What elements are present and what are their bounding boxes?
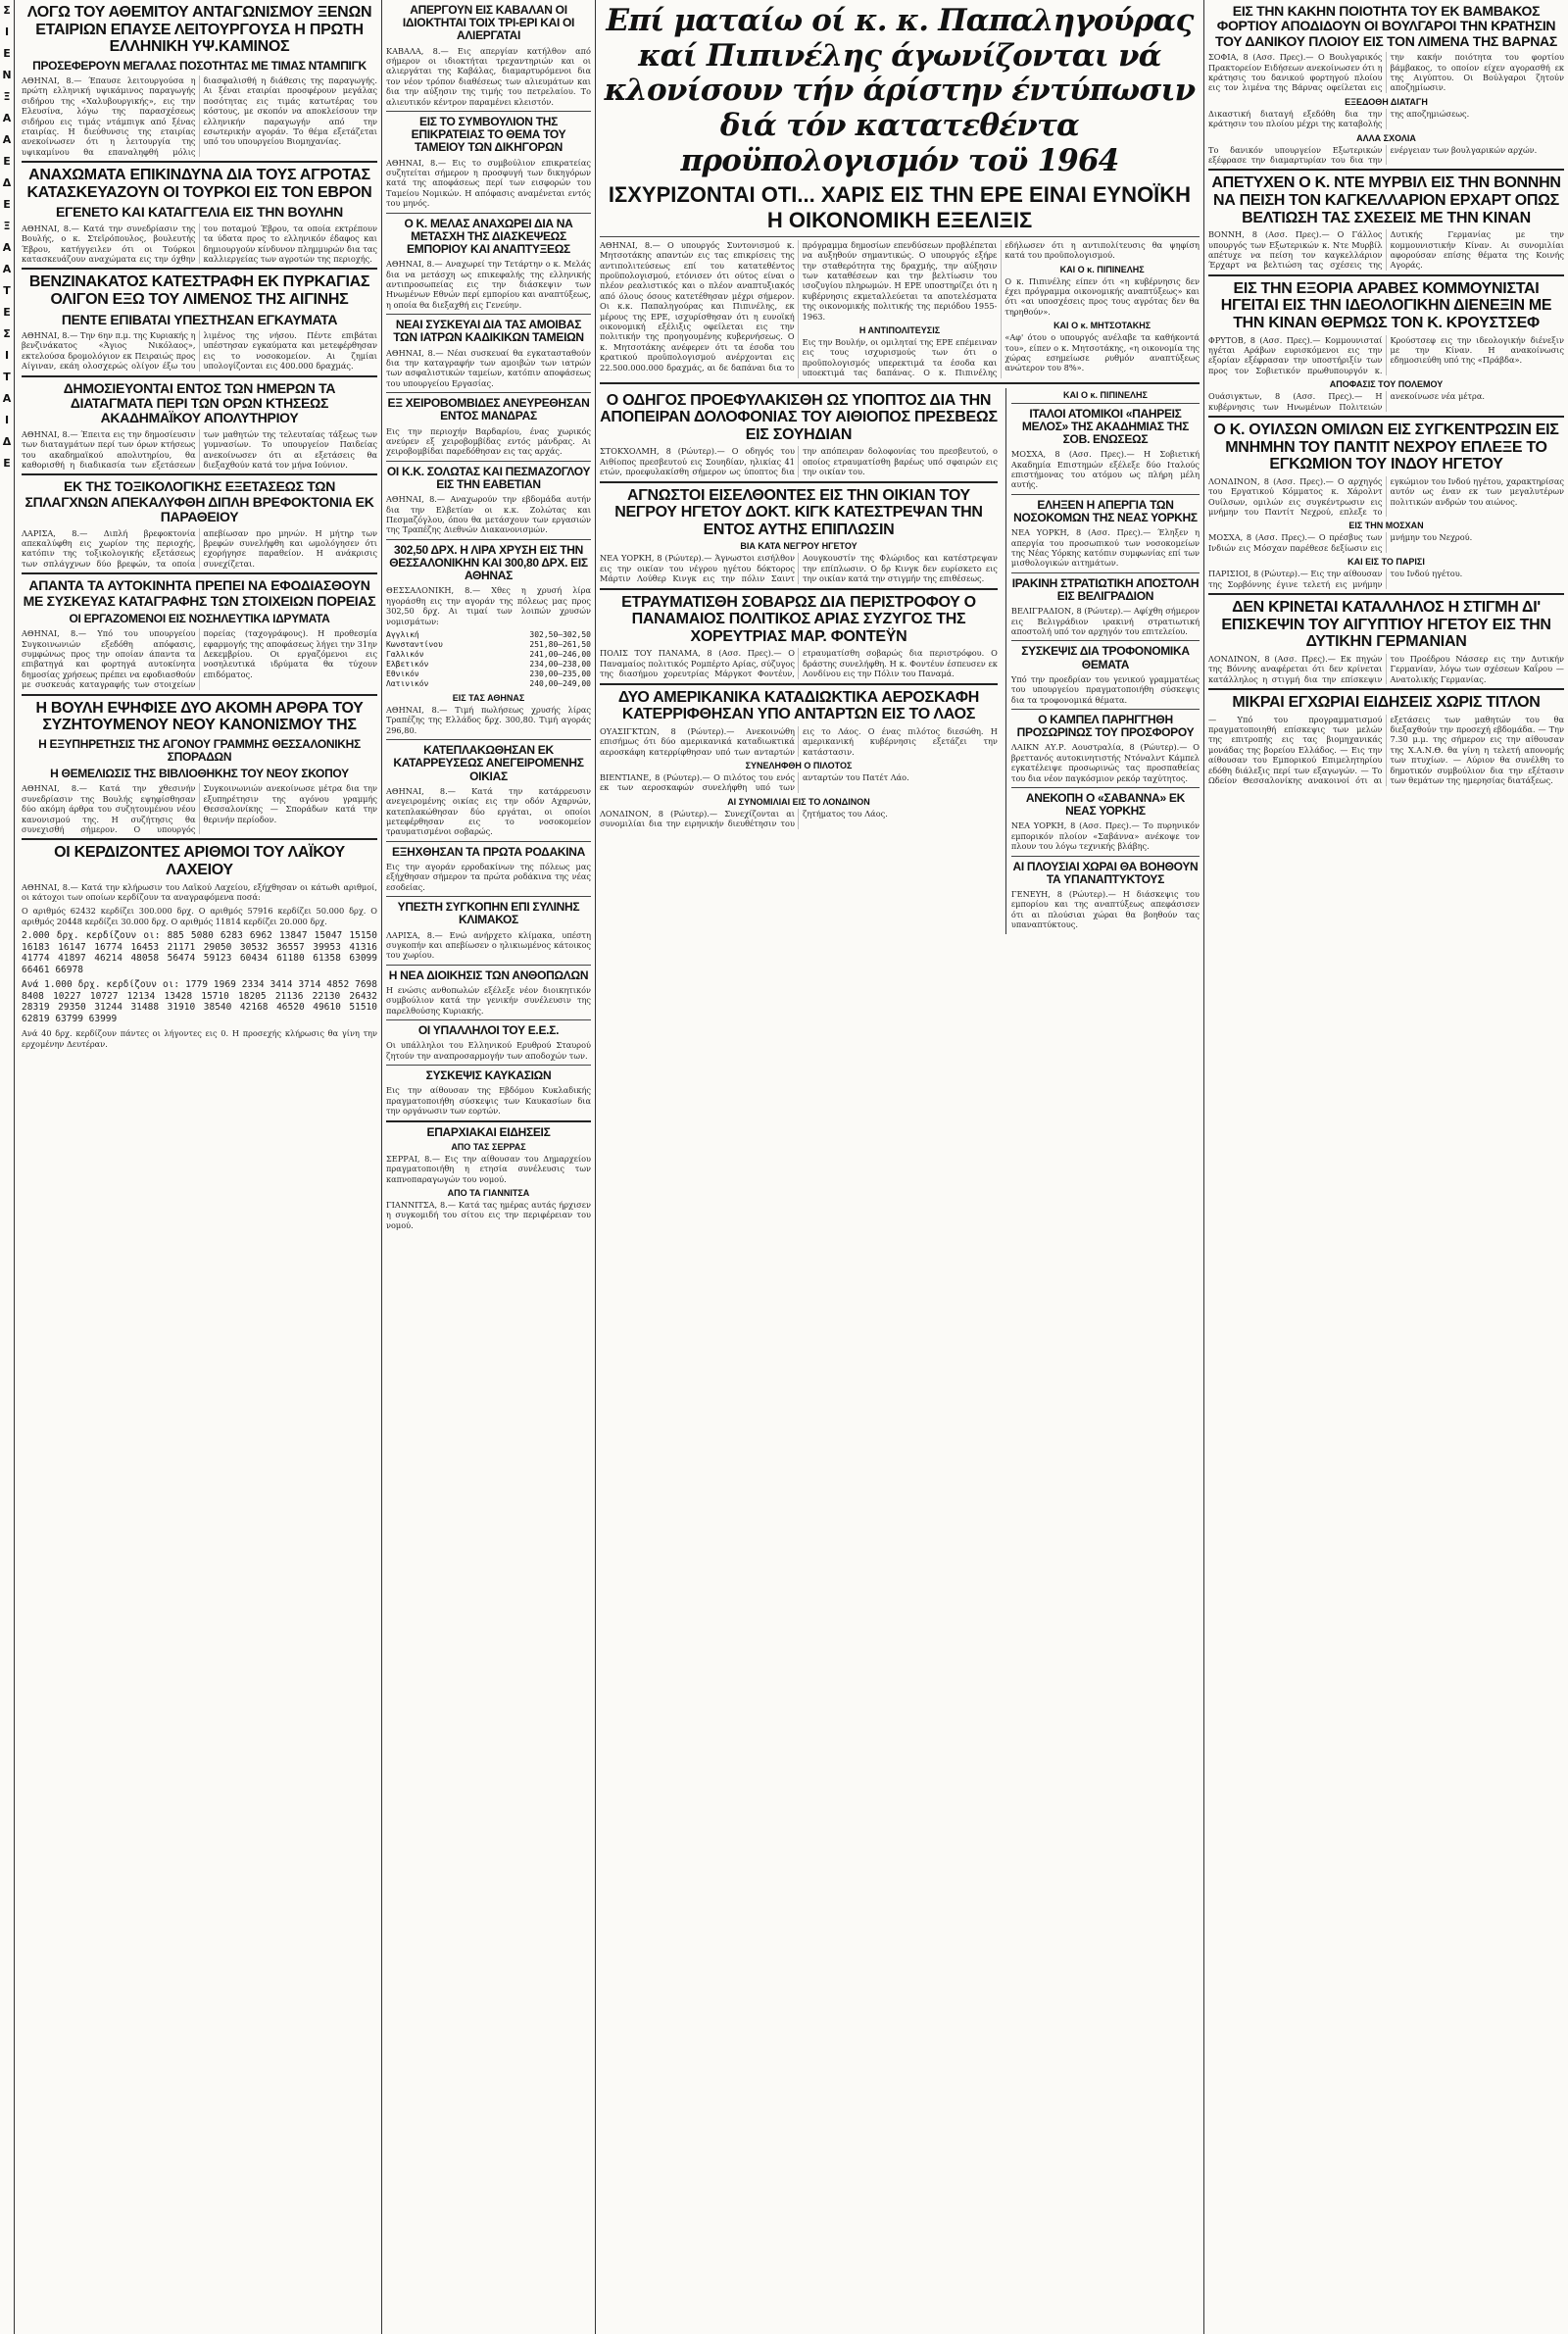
article-other-comments: Το δανικόν υπουργείον Εξωτερικών εξέφρασε την διαμαρτυρίαν του δια την ενέργειαν των βουλγαρικών αρχών. bbox=[1208, 144, 1538, 166]
price-row bbox=[386, 650, 591, 660]
article-pilot: ΒΙΕΝΤΙΑΝΕ, 8 (Ρώυτερ).— Ο πιλότος του ενός εκ των αεροσκαφών συνελήφθη υπό των ανταρτών του Πατέτ Λάο. bbox=[600, 772, 909, 793]
divider bbox=[22, 694, 377, 696]
article-caucasians: Εις την αίθουσαν της Εβδόμου Κυκλαδικής πραγματοποιήθη σύσκεψις των Καυκασίων δια την οργάνωσιν των εορτών. bbox=[386, 1085, 591, 1117]
headline-food-meeting: ΣΥΣΚΕΨΙΣ ΔΙΑ ΤΡΟΦΟΝΟΜΙΚΑ ΘΕΜΑΤΑ bbox=[1021, 644, 1190, 671]
divider bbox=[600, 382, 1200, 384]
edge-letter: Δ bbox=[2, 435, 12, 448]
article-order: Δικαστική διαταγή εξεδόθη δια την κράτησιν του πλοίου μέχρι της καταβολής της αποζημιώσεως. bbox=[1208, 108, 1470, 129]
section-order: ΕΞΕΔΟΘΗ ΔΙΑΤΑΓΗ bbox=[1345, 96, 1428, 107]
headline-evros: ΑΝΑΧΩΜΑΤΑ ΕΠΙΚΙΝΔΥΝΑ ΔΙΑ ΤΟΥΣ ΑΓΡΟΤΑΣ ΚΑΤΑΣΚΕΥΑΖΟΥΝ ΟΙ ΤΟΥΡΚΟΙ ΕΙΣ ΤΟΝ ΕΒΡΟΝ bbox=[26, 167, 372, 201]
edge-letter: Ι bbox=[4, 414, 10, 426]
headline-italian-physicists: ΙΤΑΛΟΙ ΑΤΟΜΙΚΟΙ «ΠΑΗΡΕΙΣ ΜΕΛΟΣ» ΤΗΣ ΑΚΑΔΗΜΙΑΣ ΤΗΣ ΣΟΒ. ΕΝΩΣΕΩΣ bbox=[1021, 406, 1190, 447]
headline-zolotas: ΟΙ Κ.Κ. ΣΟΛΩΤΑΣ ΚΑΙ ΠΕΣΜΑΖΟΓΛΟΥ ΕΙΣ ΤΗΝ ΕΑΒΕΤΙΑΝ bbox=[386, 464, 591, 491]
edge-letter: Α bbox=[2, 263, 12, 275]
divider bbox=[1208, 593, 1564, 595]
article-aegina: ΑΘΗΝΑΙ, 8.— Την 6ην π.μ. της Κυριακής η βενζινάκατος «Άγιος Νικόλαος», εκτελούσα δρομολόγιον εκ Πειραιώς προς Αίγιναν, εκάη ολοσχερώς ολίγον έξω του λιμένος της νήσου. Πέντε επιβάται υπέστησαν εγκαύματα και μετεφέρθησαν εις το νοσοκομείον. Αι ζημίαι υπολογίζονται εις 400.000 δραχμάς. bbox=[22, 330, 377, 372]
divider bbox=[386, 1120, 591, 1122]
article-furnace: ΑΘΗΝΑΙ, 8.— Έπαυσε λειτουργούσα η πρώτη ελληνική υψικάμινος παραγωγής σιδήρου της «Χαλυβουργικής», εις την Ελευσίνα, λόγω της παρασχέσεως σιδήρου εις τιμάς ντάμπιγκ από ξένας εταιρίας. Η διεύθυνσις της εταιρίας ανεκοίνωσεν ότι η λειτουργία της υψικαμίνου θα επαναληφθή μόλις διασφαλισθή η διάθεσις της παραγωγής. Αι ξέναι εταιρίαι προσφέρουν μεγάλας ποσότητας εις τιμάς κατωτέρας του κόστους, με σκοπόν να αποκλείσουν την ελληνικήν παραγωγήν από την εσωτερικήν αγοράν. Το θέμα εξετάζεται υπό του υπουργείου Βιομηχανίας. bbox=[22, 74, 377, 157]
article-doctors-fees: ΑΘΗΝΑΙ, 8.— Νέαι συσκευαί θα εγκατασταθούν δια την καταγραφήν των αμοιβών των ιατρών των ασφαλιστικών ταμείων, κατόπιν αποφάσεως του υπουργείου Εργασίας. bbox=[386, 347, 591, 388]
column-3-main bbox=[596, 0, 1203, 2334]
edge-letter: Τ bbox=[3, 284, 11, 297]
article-evros: ΑΘΗΝΑΙ, 8.— Κατά την συνεδρίασιν της Βουλής, ο κ. Στεϊρόπουλος, βουλευτής Έβρου, κατήγγειλεν ότι οι Τούρκοι κατασκευάζουν αναχώματα εις την όχθην του ποταμού Έβρου, τα οποία εκτρέπουν τα ύδατα προς το ελληνικόν έδαφος και δημιουργούν κίνδυνον πλημμυρών δια τας καλλιεργείας των αγροτών της περιοχής. bbox=[22, 223, 377, 265]
edge-letter: Σ bbox=[3, 4, 11, 17]
headline-savannah: ΑΝΕΚΟΠΗ Ο «ΣΑΒΑΝΝΑ» ΕΚ ΝΕΑΣ ΥΟΡΚΗΣ bbox=[1025, 791, 1185, 819]
divider bbox=[386, 392, 591, 393]
price-row bbox=[386, 630, 591, 640]
edge-letter: Ι bbox=[4, 25, 10, 38]
price-row bbox=[386, 640, 591, 650]
headline-iraqi-mission: ΙΡΑΚΙΝΗ ΣΤΡΑΤΙΩΤΙΚΗ ΑΠΟΣΤΟΛΗ ΕΙΣ ΒΕΛΙΓΡΑΔΙΟΝ bbox=[1011, 575, 1200, 604]
world-news-right bbox=[1005, 388, 1200, 934]
subhead-evros: ΕΓΕΝΕΤΟ ΚΑΙ ΚΑΤΑΓΓΕΛΙΑ ΕΙΣ ΤΗΝ ΒΟΥΛΗΝ bbox=[55, 204, 343, 221]
divider bbox=[600, 683, 998, 685]
article-iraqi-mission: ΒΕΛΙΓΡΑΔΙΟΝ, 8 (Ρώυτερ).— Αφίχθη σήμερον εις Βελιγράδιον ιρακινή στρατιωτική αποστολή υπό τον αρχηγόν του επιτελείου. bbox=[1010, 606, 1200, 637]
coin-name: Γαλλικόν bbox=[386, 649, 424, 659]
divider bbox=[22, 572, 377, 574]
edge-letter: Ν bbox=[2, 69, 12, 81]
article-council-state: ΑΘΗΝΑΙ, 8.— Εις το συμβούλιον επικρατείας συζητείται σήμερον η προσφυγή των δικηγόρων κατά της αποφάσεως περί των εισφορών του Ταμείου Νομικών. Η απόφασις αναμένεται εντός του μηνός. bbox=[386, 157, 591, 209]
section-opposition: Η ΑΝΤΙΠΟΛΙΤΕΥΣΙΣ bbox=[858, 325, 941, 336]
article-london-talks: ΛΟΝΔΙΝΟΝ, 8 (Ρώυτερ).— Συνεχίζονται αι συνομιλίαι δια την ειρηνικήν διευθέτησιν του ζητήματος του Λάος. bbox=[600, 808, 888, 829]
article-pipinelis: Ο κ. Πιπινέλης είπεν ότι «η κυβέρνησις δεν έχει πρόγραμμα οικονομικής αναπτύξεως» και ότι «αι υποσχέσεις προς τους αγρότας δεν θα τηρηθούν». bbox=[1004, 275, 1200, 317]
section-serres: ΑΠΟ ΤΑΣ ΣΕΡΡΑΣ bbox=[451, 1141, 526, 1152]
article-diploma: ΑΘΗΝΑΙ, 8.— Έπειτα εις την δημοσίευσιν των διαταγμάτων περί των όρων κτήσεως του ακαδημαϊκού απολυτηρίου, θα καθορισθή η διαδικασία των εξετάσεων των μαθητών της τελευταίας τάξεως των γυμνασίων. Το υπουργείον Παιδείας ανεκοίνωσεν ότι αι εξετάσεις θα διεξαχθούν κατά τον μήνα Ιούνιον. bbox=[22, 428, 377, 471]
article-king-house: ΝΕΑ ΥΟΡΚΗ, 8 (Ρώυτερ).— Άγνωστοι εισήλθον εις την οικίαν του νέγρου ηγέτου δόκτορος Μάρτιν Λούθερ Κινγκ εις την πόλιν Σαιντ Αουγκουστίν της Φλώριδος και κατέστρεψαν την επίπλωσιν. Ο δρ Κινγκ δεν ευρίσκετο εις την οικίαν κατά την στιγμήν της επιθέσεως. bbox=[600, 553, 998, 584]
divider bbox=[1208, 416, 1564, 418]
column-2 bbox=[382, 0, 596, 2334]
article-arab-communists: ΦΡΥΤΟΒ, 8 (Ασσ. Πρες).— Κομμουνισταί ηγέται Αράβων ευρισκόμενοι εις την εξορίαν εξέφρασαν την υποστήριξίν των προς τον Σοβιετικόν πρωθυπουργόν κ. Κρούστσεφ εις την ιδεολογικήν διένεξιν με την Κίναν. Η ανακοίνωσις εδημοσιεύθη υπό της «Πράβδα». bbox=[1208, 334, 1564, 375]
headline-kavala-strike: ΑΠΕΡΓΟΥΝ ΕΙΣ ΚΑΒΑΛΑΝ ΟΙ ΙΔΙΟΚΤΗΤΑΙ ΤΟΙΧ ΤΡΙ-ΕΡΙ ΚΑΙ ΟΙ ΑΛΙΕΡΓΑΤΑΙ bbox=[402, 3, 575, 43]
article-lottery-intro: ΑΘΗΝΑΙ, 8.— Κατά την κλήρωσιν του Λαϊκού Λαχείου, εξήχθησαν οι κάτωθι αριθμοί, οι κάτοχοι των οποίων κερδίζουν τα αναγραφόμενα ποσά: bbox=[22, 881, 377, 902]
article-opposition: Εις την Βουλήν, οι ομιληταί της ΕΡΕ επέμειναν εις τους ισχυρισμούς των ότι ο προϋπολογισμός υπερεκτιμά τα έσοδα και υποεκτιμά τας δαπάνας. Ο κ. Πιπινέλης εδήλωσεν ότι η αντιπολίτευσις θα ψηφίση κατά του προϋπολογισμού. bbox=[802, 239, 1200, 378]
article-syncope: ΛΑΡΙΣΑ, 8.— Ενώ ανήρχετο κλίμακα, υπέστη συγκοπήν και απεβίωσεν ο ηλικιωμένος κάτοικος του χωρίου. bbox=[386, 929, 591, 961]
headline-parliament: Η ΒΟΥΛΗ ΕΨΗΦΙΣΕ ΔΥΟ ΑΚΟΜΗ ΑΡΘΡΑ ΤΟΥ ΣΥΖΗΤΟΥΜΕΝΟΥ ΝΕΟΥ ΚΑΝΟΝΙΣΜΟΥ ΤΗΣ bbox=[35, 699, 364, 734]
section-paris: ΚΑΙ ΕΙΣ ΤΟ ΠΑΡΙΣΙ bbox=[1348, 557, 1425, 568]
price-row bbox=[386, 679, 591, 689]
headline-doctors-fees: ΝΕΑΙ ΣΥΣΚΕΥΑΙ ΔΙΑ ΤΑΣ ΑΜΟΙΒΑΣ ΤΩΝ ΙΑΤΡΩΝ ΚΑΔΙΚΙΚΩΝ ΤΑΜΕΙΩΝ bbox=[393, 318, 584, 345]
divider bbox=[22, 268, 377, 270]
article-melas: ΑΘΗΝΑΙ, 8.— Αναχωρεί την Τετάρτην ο κ. Μελάς δια να μετάσχη ως επικεφαλής της ελληνικής αντιπροσωπείας εις την διάσκεψιν των Ηνωμένων Εθνών περί εμπορίου και αναπτύξεως, η οποία θα διεξαχθή εις Γενεύην. bbox=[386, 259, 591, 310]
edge-letter: Τ bbox=[3, 371, 11, 383]
article-peaches: Εις την αγοράν ερροδακίνων της πόλεως μας εξήχθησαν σήμερον τα πρώτα ροδάκινα της νέας εσοδείας. bbox=[386, 861, 591, 892]
edge-letter: Ε bbox=[3, 47, 11, 60]
lottery-numbers-1000: Ανά 1.000 δρχ. κερδίζουν οι: 1779 1969 2334 3414 3714 4852 7698 8408 10227 10727 12134 13428 15710 18205 21136 22130 26432 28319 29350 31244 31488 31910 38540 42168 46520 49610 51510 62819 63799 63999 bbox=[22, 979, 377, 1024]
headline-king-house: ΑΓΝΩΣΤΟΙ ΕΙΣΕΛΘΟΝΤΕΣ ΕΙΣ ΤΗΝ ΟΙΚΙΑΝ ΤΟΥ ΝΕΓΡΟΥ ΗΓΕΤΟΥ ΔΟΚΤ. ΚΙΓΚ ΚΑΤΕΣΤΡΕΨΑΝ ΤΗΝ ΕΝΤΟΣ ΑΥΤΗΣ ΕΠΙΠΛΩΣΙΝ bbox=[614, 486, 983, 538]
gold-price-list bbox=[386, 630, 591, 689]
article-rich-countries: ΓΕΝΕΥΗ, 8 (Ρώυτερ).— Η διάσκεψις του εμπορίου και της αναπτύξεως απεφάσισεν ότι αι πλούσιαι χώραι θα βοηθούν τας υπαναπτύκτους. bbox=[1010, 889, 1200, 930]
divider bbox=[1011, 787, 1200, 788]
divider bbox=[386, 1019, 591, 1020]
article-nasser-visit: ΛΟΝΔΙΝΟΝ, 8 (Ασσ. Πρες).— Εκ πηγών της Βόννης αναφέρεται ότι δεν κρίνεται κατάλληλος η στιγμή δια την επίσκεψιν του Προέδρου Νάσσερ εις την Δυτικήν Γερμανίαν, λόγω των σχέσεων Καΐρου — Ανατολικής Γερμανίας. bbox=[1208, 653, 1564, 684]
divider bbox=[386, 213, 591, 214]
lottery-note: Ανά 40 δρχ. κερδίζουν πάντες οι λήγοντες εις 0. Η προσεχής κλήρωσις θα γίνη την ερχομένην Δευτέραν. bbox=[22, 1028, 377, 1049]
headline-syncope: ΥΠΕΣΤΗ ΣΥΓΚΟΠΗΝ ΕΠΙ ΣΥΛΙΝΗΣ ΚΛΙΜΑΚΟΣ bbox=[397, 900, 580, 927]
coin-name: Ελβετικόν bbox=[386, 659, 429, 669]
article-giannitsa: ΓΙΑΝΝΙΤΣΑ, 8.— Κατά τας ημέρας αυτάς ήρχισεν η συγκομιδή του σίτου εις την περιφέρειαν του νομού. bbox=[386, 1200, 591, 1230]
section-athens: ΕΙΣ ΤΑΣ ΑΘΗΝΑΣ bbox=[452, 692, 525, 703]
article-arias: ΠΟΛΙΣ ΤΟΥ ΠΑΝΑΜΑ, 8 (Ασσ. Πρες).— Ο Παναμαίος πολιτικός Ρομπέρτο Αρίας, σύζυγος της διασήμου χορευτρίας Μάργκοτ Φοντέυν, ετραυματίσθη σοβαρώς δια περιστρόφου. Ο δράστης συνελήφθη. Η κ. Φοντέυν έσπευσεν εκ Λονδίνου εις την Πόλιν του Παναμά. bbox=[600, 648, 998, 679]
lead-article-text: ΑΘΗΝΑΙ, 8.— Ο υπουργός Συντονισμού κ. Μητσοτάκης απαντών εις τας επικρίσεις της αντιπολιτεύσεως επί του κατατεθέντος προϋπολογισμού, ετόνισεν ότι ούτος είναι ο πλέον ρεαλιστικός και ο πλέον αναπτυξιακός από όλους όσους κατετέθησαν μέχρι σήμερον. Οι κ.κ. Παπαληγούρας και Πιπινέλης, εκ μέρους της ΕΡΕ, ισχυρίσθησαν ότι η ευνοϊκή οικονομική εξέλιξις οφείλεται εις την πολιτικήν της προηγουμένης κυβερνήσεως. Ο κ. Μητσοτάκης ανέφερεν ότι τα έσοδα του κρατικού προϋπολογισμού ανέρχονται εις 22.500.000.000 δραχμάς, αι δε δαπάναι δια το πρόγραμμα δημοσίων επενδύσεων προβλέπεται να αυξηθούν σημαντικώς. Ο υπουργός εξήρε την σταθερότητα της δραχμής, την αύξησιν των καταθέσεων και την βελτίωσιν του ισοζυγίου πληρωμών. Η ΕΡΕ υποστηρίζει ότι η κυβέρνησις εκμεταλλεύεται τα αποτελέσματα της οικονομικής πολιτικής της περιόδου 1955-1963. bbox=[600, 239, 998, 372]
article-de-murville: ΒΟΝΝΗ, 8 (Ασσ. Πρες).— Ο Γάλλος υπουργός των Εξωτερικών κ. Ντε Μυρβίλ απέτυχε να πείση τον καγκελλάριον Έρχαρτ να βελτιώση τας σχέσεις της Δυτικής Γερμανίας με την κομμουνιστικήν Κίναν. Αι συνομιλίαι αφορούσαν επίσης θέματα της Κοινής Αγοράς. bbox=[1208, 229, 1564, 271]
divider bbox=[386, 539, 591, 540]
section-pipinelis-2: ΚΑΙ Ο κ. ΠΙΠΙΝΕΛΗΣ bbox=[1062, 389, 1148, 400]
divider bbox=[600, 236, 1200, 237]
headline-campbell: Ο ΚΑΜΠΕΛ ΠΑΡΗΓΓΗΘΗ ΠΡΟΣΩΡΙΝΩΣ ΤΟΥ ΠΡΟΣΦΟΡΟΥ bbox=[1016, 713, 1195, 740]
divider bbox=[1208, 688, 1564, 690]
headline-provincial: ΕΠΑΡΧΙΑΚΑΙ ΕΙΔΗΣΕΙΣ bbox=[426, 1124, 551, 1139]
price-row bbox=[386, 670, 591, 679]
subhead-library: Η ΘΕΜΕΛΙΩΣΙΣ ΤΗΣ ΒΙΒΛΙΟΘΗΚΗΣ ΤΟΥ ΝΕΟΥ ΣΚΟΠΟΥ bbox=[50, 767, 349, 781]
divider bbox=[1208, 274, 1564, 276]
edge-letter: Ξ bbox=[3, 220, 11, 232]
article-kavala-strike: ΚΑΒΑΛΑ, 8.— Εις απεργίαν κατήλθον από σήμερον οι ιδιοκτήται τρεχαντηριών και οι αλιεργάται της Καβάλας, διαμαρτυρόμενοι δια τον νέον τρόπον διαθέσεως των αλιευμάτων και δια την αύξησιν της τιμής του πετρελαίου. Το αλιευτικόν κέντρον παραμένει κλειστόν. bbox=[386, 45, 591, 107]
headline-council-state: ΕΙΣ ΤΟ ΣΥΜΒΟΥΛΙΟΝ ΤΗΣ ΕΠΙΚΡΑΤΕΙΑΣ ΤΟ ΘΕΜΑ ΤΟΥ ΤΑΜΕΙΟΥ ΤΩΝ ΔΙΚΗΓΟΡΩΝ bbox=[411, 115, 566, 155]
headline-florists: Η ΝΕΑ ΔΙΟΙΚΗΣΙΣ ΤΩΝ ΑΝΘΟΠΩΛΩΝ bbox=[388, 968, 589, 982]
edge-letter: Ε bbox=[3, 155, 11, 168]
article-campbell: ΛΑΙΚΝ ΑΥ.Ρ. Αουστραλία, 8 (Ρώυτερ).— Ο βρεττανός αυτοκινητιστής Ντόναλντ Κάμπελ εγκατέλειψε προσωρινώς τας προσπαθείας του δια νέον παγκόσμιον ρεκόρ ταχύτητος. bbox=[1010, 742, 1200, 783]
headline-arab-communists: ΕΙΣ ΤΗΝ ΕΞΟΡΙΑ ΑΡΑΒΕΣ ΚΟΜΜΟΥΝΙΣΤΑΙ ΗΓΕΙΤΑΙ ΕΙΣ ΤΗΝ ΙΔΕΟΛΟΓΙΚΗΝ ΔΙΕΝΕΞΙΝ ΜΕ ΤΗΝ ΚΙΝΑΝ ΘΕΡΜΩΣ ΤΟΝ Κ. ΚΡΟΥΣΤΣΕΦ bbox=[1220, 279, 1552, 332]
edge-letter: Σ bbox=[3, 327, 11, 340]
divider bbox=[386, 1065, 591, 1066]
divider bbox=[386, 314, 591, 315]
lead-article-body bbox=[600, 240, 1200, 378]
edge-letter: Ε bbox=[3, 457, 11, 470]
coin-price: 234,00—238,00 bbox=[529, 659, 591, 669]
headline-aegina: ΒΕΝΖΙΝΑΚΑΤΟΣ ΚΑΤΕΣΤΡΑΦΗ ΕΚ ΠΥΡΚΑΓΙΑΣ ΟΛΙΓΟΝ ΕΞΩ ΤΟΥ ΛΙΜΕΝΟΣ ΤΗΣ ΑΙΓΙΝΗΣ bbox=[28, 273, 370, 309]
section-pilot: ΣΥΝΕΛΗΦΘΗ Ο ΠΙΛΟΤΟΣ bbox=[745, 761, 853, 771]
article-moscow: ΜΟΣΧΑ, 8 (Ασσ. Πρες).— Ο πρέσβυς των Ινδιών εις Μόσχαν παρέθεσε δεξίωσιν εις μνήμην του Νεχρού. bbox=[1208, 532, 1473, 553]
lead-headline: Επί ματαίω οί κ. κ. Παπαληγούρας καί Πιπινέλης άγωνίζονται νά κλονίσουν τήν άρίστην έντύπωσιν διά τόν κατατεθέντα προϋπολογισμόν τοϋ 1964 bbox=[604, 3, 1196, 178]
edge-letter: Ι bbox=[4, 349, 10, 362]
coin-price: 240,00—249,00 bbox=[529, 678, 591, 688]
divider bbox=[1011, 709, 1200, 710]
article-collapse: ΑΘΗΝΑΙ, 8.— Κατά την κατάρρευσιν ανεγειρομένης οικίας εις την οδόν Αχαρνών, κατεπλακώθησαν δύο εργάται, οι οποίοι μετεφέρθησαν εις το νοσοκομείον τραυματισμένοι σοβαρώς. bbox=[386, 785, 591, 837]
edge-letter: Δ bbox=[2, 176, 12, 189]
headline-collapse: ΚΑΤΕΠΛΑΚΩΘΗΣΑΝ ΕΚ ΚΑΤΑΡΡΕΥΣΕΩΣ ΑΝΕΓΕΙΡΟΜΕΝΗΣ ΟΙΚΙΑΣ bbox=[393, 743, 584, 783]
article-laos-aircraft: ΟΥΑΣΙΓΚΤΩΝ, 8 (Ρώυτερ).— Ανεκοινώθη επισήμως ότι δύο αμερικανικά καταδιωκτικά αεροσκάφη κατερρίφθησαν υπό των ανταρτών εις το Λάος. Ο ένας πιλότος διεσώθη. Η αμερικανική κυβέρνησις εξετάζει την κατάστασιν. bbox=[600, 725, 998, 757]
article-gold-sovereign: ΘΕΣΣΑΛΟΝΙΚΗ, 8.— Χθες η χρυσή λίρα ηγοράσθη εις την αγοράν της πόλεως μας προς 302,50 δρχ. Αι τιμαί των λοιπών χρυσών νομισμάτων: bbox=[386, 585, 591, 626]
headline-bulgaria-ship: ΕΙΣ ΤΗΝ ΚΑΚΗΝ ΠΟΙΟΤΗΤΑ ΤΟΥ ΕΚ ΒΑΜΒΑΚΟΣ ΦΟΡΤΙΟΥ ΑΠΟΔΙΔΟΥΝ ΟΙ ΒΟΥΛΓΑΡΟΙ ΤΗΝ ΚΡΑΤΗΣΙΝ ΤΟΥ ΔΑΝΙΚΟΥ ΠΛΟΙΟΥ ΕΙΣ ΤΟΝ ΛΙΜΕΝΑ ΤΗΣ ΒΑΡΝΑΣ bbox=[1215, 3, 1557, 49]
subhead-aegina: ΠΕΝΤΕ ΕΠΙΒΑΤΑΙ ΥΠΕΣΤΗΣΑΝ ΕΓΚΑΥΜΑΤΑ bbox=[61, 311, 338, 327]
divider bbox=[386, 111, 591, 112]
headline-gold-sovereign: 302,50 ΔΡΧ. Η ΛΙΡΑ ΧΡΥΣΗ ΕΙΣ ΤΗΝ ΘΕΣΣΑΛΟΝΙΚΗΝ ΚΑΙ 300,80 ΔΡΧ. ΕΙΣ ΑΘΗΝΑΣ bbox=[389, 542, 588, 583]
section-london-talks: ΑΙ ΣΥΝΟΜΙΛΙΑΙ ΕΙΣ ΤΟ ΛΟΝΔΙΝΟΝ bbox=[727, 796, 870, 807]
article-wilson-nehru: ΛΟΝΔΙΝΟΝ, 8 (Ασσ. Πρες).— Ο αρχηγός του Εργατικού Κόμματος κ. Χάρολντ Ουίλσων, ομιλών εις συγκέντρωσιν εις μνήμην του Παντίτ Νεχρού, επλεξε το εγκώμιον του Ινδού ηγέτου, χαρακτηρίσας αυτόν ως έναν εκ των μεγαλυτέρων πολιτικών ανδρών του αιώνος. bbox=[1208, 475, 1564, 518]
headline-tachograph: ΑΠΑΝΤΑ ΤΑ ΑΥΤΟΚΙΝΗΤΑ ΠΡΕΠΕΙ ΝΑ ΕΦΟΔΙΑΣΘΟΥΝ ΜΕ ΣΥΣΚΕΥΑΣ ΚΑΤΑΓΡΑΦΗΣ ΤΩΝ ΣΤΟΙΧΕΙΩΝ ΠΟΡΕΙΑΣ bbox=[23, 577, 376, 609]
lead-subheadline: ΙΣΧΥΡΙΖΟΝΤΑΙ ΟΤΙ... ΧΑΡΙΣ ΕΙΣ ΤΗΝ ΕΡΕ ΕΙΝΑΙ ΕΥΝΟΪΚΗ Η ΟΙΚΟΝΟΜΙΚΗ ΕΞΕΛΙΞΙΣ bbox=[608, 182, 1192, 232]
article-italian-physicists: ΜΟΣΧΑ, 8 (Ασσ. Πρες).— Η Σοβιετική Ακαδημία Επιστημών εξέλεξε δύο Ιταλούς επιστήμονας του ατόμου ως πλήρη μέλη αυτής. bbox=[1010, 449, 1200, 490]
headline-wilson-nehru: Ο Κ. ΟΥΙΛΣΩΝ ΟΜΙΛΩΝ ΕΙΣ ΣΥΓΚΕΝΤΡΩΣΙΝ ΕΙΣ ΜΝΗΜΗΝ ΤΟΥ ΠΑΝΤΙΤ ΝΕΧΡΟΥ ΕΠΛΕΞΕ ΤΟ ΕΓΚΩΜΙΟΝ ΤΟΥ ΙΝΔΟΥ ΗΓΕΤΟΥ bbox=[1213, 422, 1559, 473]
headline-nasser-visit: ΔΕΝ ΚΡΙΝΕΤΑΙ ΚΑΤΑΛΛΗΛΟΣ Η ΣΤΙΓΜΗ ΔΙ' ΕΠΙΣΚΕΨΙΝ ΤΟΥ ΑΙΓΥΠΤΙΟΥ ΗΓΕΤΟΥ ΕΙΣ ΤΗΝ ΔΥΤΙΚΗΝ ΓΕΡΜΑΝΙΑΝ bbox=[1221, 599, 1551, 651]
divider bbox=[22, 838, 377, 840]
divider bbox=[600, 588, 998, 590]
edge-letter: Α bbox=[2, 112, 12, 124]
headline-grenades: ΕΞ ΧΕΙΡΟΒΟΜΒΙΔΕΣ ΑΝΕΥΡΕΘΗΣΑΝ ΕΝΤΟΣ ΜΑΝΔΡΑΣ bbox=[387, 396, 590, 423]
headline-diploma: ΔΗΜΟΣΙΕΥΟΝΤΑΙ ΕΝΤΟΣ ΤΩΝ ΗΜΕΡΩΝ ΤΑ ΔΙΑΤΑΓΜΑΤΑ ΠΕΡΙ ΤΩΝ ΟΡΩΝ ΚΤΗΣΕΩΣ ΑΚΑΔΗΜΑΪΚΟΥ ΑΠΟΛΥΤΗΡΙΟΥ bbox=[63, 379, 336, 426]
headline-infanticide: ΕΚ ΤΗΣ ΤΟΞΙΚΟΛΟΓΙΚΗΣ ΕΞΕΤΑΣΕΩΣ ΤΩΝ ΣΠΛΑΓΧΝΩΝ ΑΠΕΚΑΛΥΦΘΗ ΔΙΠΛΗ ΒΡΕΦΟΚΤΟΝΙΑ ΕΚ ΠΑΡΑΘΕΙΟΥ bbox=[24, 478, 374, 525]
world-news-left bbox=[600, 388, 998, 934]
column-1 bbox=[18, 0, 382, 2334]
article-mitsotakis: «Αφ' ότου ο υπουργός ανέλαβε τα καθήκοντά του», είπεν ο κ. Μητσοτάκης, «η οικονομία της χώρας εσημείωσε ρυθμόν αναπτύξεως ανώτερον του 8%». bbox=[1004, 332, 1200, 373]
article-food-meeting: Υπό την προεδρίαν του γενικού γραμματέως του υπουργείου πραγματοποιήθη σύσκεψις δια τα τροφονομικά θέματα. bbox=[1010, 673, 1200, 705]
column-4 bbox=[1203, 0, 1568, 2334]
headline-nurses-strike: ΕΛΗΞΕΝ Η ΑΠΕΡΓΙΑ ΤΩΝ ΝΟΣΟΚΟΜΩΝ ΤΗΣ ΝΕΑΣ ΥΟΡΚΗΣ bbox=[1013, 497, 1198, 525]
headline-sweden-ambassador: Ο ΟΔΗΓΟΣ ΠΡΟΕΦΥΛΑΚΙΣΘΗ ΩΣ ΥΠΟΠΤΟΣ ΔΙΑ ΤΗΝ ΑΠΟΠΕΙΡΑΝ ΔΟΛΟΦΟΝΙΑΣ ΤΟΥ ΑΙΘΙΟΠΟΣ ΠΡΕΣΒΕΩΣ ΕΙΣ ΣΟΥΗΔΙΑΝ bbox=[600, 391, 998, 443]
divider bbox=[22, 161, 377, 163]
divider bbox=[386, 896, 591, 897]
divider bbox=[1011, 856, 1200, 857]
article-athens-gold: ΑΘΗΝΑΙ, 8.— Τιμή πωλήσεως χρυσής λίρας Τραπέζης της Ελλάδος δρχ. 300,80. Τιμή αγοράς 296,80. bbox=[386, 704, 591, 735]
headline-peaches: ΕΞΗΧΘΗΣΑΝ ΤΑ ΠΡΩΤΑ ΡΟΔΑΚΙΝΑ bbox=[392, 844, 585, 859]
article-bulgaria-ship: ΣΟΦΙΑ, 8 (Ασσ. Πρες).— Ο Βουλγαρικός Πρακτορείον Ειδήσεων ανεκοίνωσεν ότι η κράτησις του δανικού φορτηγού πλοίου εις τον λιμένα της Βάρνας οφείλεται εις την κακήν ποιότητα του φορτίου βάμβακος, το οποίον είχεν αγορασθή εκ της Αιγύπτου. Οι Βούλγαροι ζητούν αποζημίωσιν. bbox=[1208, 52, 1564, 93]
headline-short-news: ΜΙΚΡΑΙ ΕΓΧΩΡΙΑΙ ΕΙΔΗΣΕΙΣ ΧΩΡΙΣ ΤΙΤΛΟΝ bbox=[1232, 694, 1541, 712]
coin-price: 241,00—246,00 bbox=[529, 649, 591, 659]
edge-letter: Α bbox=[2, 133, 12, 146]
article-parliament: ΑΘΗΝΑΙ, 8.— Κατά την χθεσινήν συνεδρίασιν της Βουλής εψηφίσθησαν δύο ακόμη άρθρα του συζητουμένου νέου κανονισμού της. Η συζήτησις θα συνεχισθή σήμερον. Ο υπουργός Συγκοινωνιών ανεκοίνωσε μέτρα δια την εξυπηρέτησιν της αγόνου γραμμής Θεσσαλονίκης — Σποράδων κατά την θερινήν περίοδον. bbox=[22, 783, 377, 834]
edge-letter: Ε bbox=[3, 306, 11, 319]
lottery-main-prizes: Ο αριθμός 62432 κερδίζει 300.000 δρχ. Ο αριθμός 57916 κερδίζει 50.000 δρχ. Ο αριθμός 20448 κερδίζει 30.000 δρχ. Ο αριθμός 11814 κερδίζει 20.000 δρχ. bbox=[22, 906, 377, 926]
left-edge-strip bbox=[0, 0, 15, 2334]
lottery-numbers-2000: 2.000 δρχ. κερδίζουν οι: 885 5080 6283 6962 13847 15047 15150 16183 16147 16774 16453 21171 29050 30532 36557 39953 41316 41774 41897 46214 48058 56474 59123 60434 61180 61358 63099 66461 66978 bbox=[22, 930, 377, 975]
article-paris: ΠΑΡΙΣΙΟΙ, 8 (Ρώυτερ).— Εις την αίθουσαν της Σορβόννης έγινε τελετή εις μνήμην του Ινδού ηγέτου. bbox=[1208, 569, 1463, 589]
article-grenades: Εις την περιοχήν Βαρδαρίου, ένας χωρικός ανεύρεν εξ χειροβομβίδας εντός μάνδρας. Αι χειροβομβίδαι παρεδόθησαν εις τας αρχάς. bbox=[386, 425, 591, 457]
section-other-comments: ΑΛΛΑ ΣΧΟΛΙΑ bbox=[1356, 132, 1416, 143]
headline-rich-countries: ΑΙ ΠΛΟΥΣΙΑΙ ΧΩΡΑΙ ΘΑ ΒΟΗΘΟΥΝ ΤΑ ΥΠΑΝΑΠΤΥΚΤΟΥΣ bbox=[1012, 859, 1199, 886]
article-savannah: ΝΕΑ ΥΟΡΚΗ, 8 (Ασσ. Πρες).— Το πυρηνικόν εμπορικόν πλοίον «Σαβάννα» ανέκοψε τον πλουν του λόγω τεχνικής βλάβης. bbox=[1010, 820, 1200, 852]
coin-price: 230,00—235,00 bbox=[529, 669, 591, 678]
section-violence: ΒΙΑ ΚΑΤΑ ΝΕΓΡΟΥ ΗΓΕΤΟΥ bbox=[740, 541, 858, 552]
lower-world-news bbox=[600, 388, 1200, 934]
section-giannitsa: ΑΠΟ ΤΑ ΓΙΑΝΝΙΤΣΑ bbox=[447, 1188, 530, 1198]
headline-red-cross: ΟΙ ΥΠΑΛΛΗΛΟΙ ΤΟΥ Ε.Ε.Σ. bbox=[417, 1023, 560, 1038]
article-zolotas: ΑΘΗΝΑΙ, 8.— Αναχωρούν την εβδομάδα αυτήν δια την Ελβετίαν οι κ.κ. Ζολώτας και Πεσμαζόγλου, όπου θα μετάσχουν των εργασιών της Τραπέζης Διεθνών Διακανονισμών. bbox=[386, 494, 591, 535]
divider bbox=[386, 965, 591, 966]
article-florists: Η ενώσις ανθοπωλών εξέλεξε νέον διοικητικόν συμβούλιον κατά την γενικήν συνέλευσιν της παρελθούσης Κυριακής. bbox=[386, 984, 591, 1016]
divider bbox=[1011, 403, 1200, 404]
divider bbox=[1011, 494, 1200, 495]
divider bbox=[386, 739, 591, 740]
subhead-hospital-workers: ΟΙ ΕΡΓΑΖΟΜΕΝΟΙ ΕΙΣ ΝΟΣΗΛΕΥΤΙΚΑ ΙΔΡΥΜΑΤΑ bbox=[69, 612, 330, 625]
section-mitsotakis: ΚΑΙ Ο κ. ΜΗΤΣΟΤΑΚΗΣ bbox=[1054, 321, 1152, 331]
headline-caucasians: ΣΥΣΚΕΨΙΣ ΚΑΥΚΑΣΙΩΝ bbox=[425, 1068, 552, 1083]
headline-furnace: ΛΟΓΩ ΤΟΥ ΑΘΕΜΙΤΟΥ ΑΝΤΑΓΩΝΙΣΜΟΥ ΞΕΝΩΝ ΕΤΑΙΡΙΩΝ ΕΠΑΥΣΕ ΛΕΙΤΟΥΡΓΟΥΣΑ Η ΠΡΩΤΗ ΕΛΛΗΝΙΚΗ ΥΨ.ΚΑΜΙΝΟΣ bbox=[26, 4, 372, 56]
divider bbox=[386, 841, 591, 842]
coin-name: Εθνικόν bbox=[386, 669, 419, 678]
article-short-news: — Υπό του προγραμματισμού πραγματοποιηθή επίσκεψις των μελών της επιτροπής εις τας βιομηχανικάς μονάδας της βορείου Ελλάδος. — Εις την αίθουσαν του Εμπορικού Επιμελητηρίου εδόθη διάλεξις περί των εξαγωγών. — Το Ωδείον Θεσσαλονίκης ανακοινοί ότι αι εξετάσεις των μαθητών του θα διεξαχθούν την προσεχή εβδομάδα. — Την 7.30 μ.μ. της σήμερον εις την αίθουσαν της Χ.Α.Ν.Θ. θα γίνη η τελετή απονομής των πτυχίων. — Αύριον θα συνέλθη το δημοτικόν συμβούλιον δια την εξέτασιν των θεμάτων της ημερησίας διατάξεως. bbox=[1208, 714, 1564, 786]
price-row bbox=[386, 660, 591, 670]
divider bbox=[1011, 572, 1200, 573]
edge-letter: Α bbox=[2, 241, 12, 254]
coin-price: 251,80—261,50 bbox=[529, 639, 591, 649]
headline-arias: ΕΤΡΑΥΜΑΤΙΣΘΗ ΣΟΒΑΡΩΣ ΔΙΑ ΠΕΡΙΣΤΡΟΦΟΥ Ο ΠΑΝΑΜΑΙΟΣ ΠΟΛΙΤΙΚΟΣ ΑΡΙΑΣ ΣΥΖΥΓΟΣ ΤΗΣ ΧΟΡΕΥΤΡΙΑΣ ΜΑΡ. ΦΟΝΤΕΫΝ bbox=[621, 593, 976, 645]
coin-name: Κωνσταντίνου bbox=[386, 639, 443, 649]
headline-melas: Ο Κ. ΜΕΛΑΣ ΑΝΑΧΩΡΕΙ ΔΙΑ ΝΑ ΜΕΤΑΣΧΗ ΤΗΣ ΔΙΑΣΚΕΨΕΩΣ ΕΜΠΟΡΙΟΥ ΚΑΙ ΑΝΑΠΤΥΞΕΩΣ bbox=[404, 216, 573, 256]
section-moscow: ΕΙΣ ΤΗΝ ΜΟΣΧΑΝ bbox=[1348, 521, 1424, 531]
article-serres: ΣΕΡΡΑΙ, 8.— Εις την αίθουσαν του Δημαρχείου πραγματοποιήθη η ετησία συνέλευσις των καπνοπαραγωγών του νομού. bbox=[386, 1153, 591, 1184]
divider bbox=[386, 461, 591, 462]
article-tachograph: ΑΘΗΝΑΙ, 8.— Υπό του υπουργείου Συγκοινωνιών εξεδόθη απόφασις, συμφώνως προς την οποίαν άπαντα τα επιβατηγά και φορτηγά αυτοκίνητα δημοσίας χρήσεως πρέπει να εφοδιασθούν με συσκευάς καταγραφής των στοιχείων πορείας (ταχογράφους). Η προθεσμία εφαρμογής της αποφάσεως λήγει την 31ην Δεκεμβρίου. Οι εργαζόμενοι εις νοσηλευτικά ιδρύματα θα τύχουν επιδόματος. bbox=[22, 628, 377, 690]
edge-letter: Α bbox=[2, 392, 12, 405]
divider bbox=[1208, 169, 1564, 171]
article-war-decision: Ουάσιγκτων, 8 (Ασσ. Πρες).— Η κυβέρνησις των Ηνωμένων Πολιτειών ανεκοίνωσε νέα μέτρα. bbox=[1208, 391, 1485, 412]
headline-laos-aircraft: ΔΥΟ ΑΜΕΡΙΚΑΝΙΚΑ ΚΑΤΑΔΙΩΚΤΙΚΑ ΑΕΡΟΣΚΑΦΗ ΚΑΤΕΡΡΙΦΘΗΣΑΝ ΥΠΟ ΑΝΤΑΡΤΩΝ ΕΙΣ ΤΟ ΛΑΟΣ bbox=[617, 688, 979, 723]
section-pipinelis: ΚΑΙ Ο κ. ΠΙΠΙΝΕΛΗΣ bbox=[1059, 264, 1145, 274]
divider bbox=[22, 473, 377, 475]
article-infanticide: ΛΑΡΙΣΑ, 8.— Διπλή βρεφοκτονία απεκαλύφθη εις χωρίον της περιοχής, κατόπιν της τοξικολογικής εξετάσεως των σπλάγχνων δύο βρεφών, τα οποία απεβίωσαν προ μηνών. Η μήτηρ των βρεφών συνελήφθη και ωμολόγησεν ότι εχορήγησε παραθείον. Η ανάκρισις συνεχίζεται. bbox=[22, 527, 377, 569]
coin-price: 302,50—302,50 bbox=[529, 629, 591, 639]
article-sweden-ambassador: ΣΤΟΚΧΟΛΜΗ, 8 (Ρώυτερ).— Ο οδηγός του Αιθίοπος πρεσβευτού εις Σουηδίαν, ηλικίας 41 ετών, προεφυλακίσθη σήμερον ως ύποπτος δια την απόπειραν δολοφονίας του πρεσβευτού, ο οποίος ετραυματίσθη βαρέως υπό σφαιρών εις την οικίαν του. bbox=[600, 446, 998, 477]
divider bbox=[600, 481, 998, 483]
headline-de-murville: ΑΠΕΤΥΧΕΝ Ο Κ. ΝΤΕ ΜΥΡΒΙΛ ΕΙΣ ΤΗΝ ΒΟΝΝΗΝ ΝΑ ΠΕΙΣΗ ΤΟΝ ΚΑΓΚΕΛΛΑΡΙΟΝ ΕΡΧΑΡΤ ΟΠΩΣ ΒΕΛΤΙΩΣΗ ΤΑΣ ΣΧΕΣΕΙΣ ΜΕ ΤΗΝ ΚΙΝΑΝ bbox=[1211, 174, 1561, 226]
divider bbox=[22, 375, 377, 377]
coin-name: Αγγλική bbox=[386, 629, 419, 639]
coin-name: Λατινικόν bbox=[386, 678, 429, 688]
edge-letter: Ξ bbox=[3, 90, 11, 103]
divider bbox=[1011, 640, 1200, 641]
edge-letter: Ε bbox=[3, 198, 11, 211]
article-red-cross: Οι υπάλληλοι του Ελληνικού Ερυθρού Σταυρού ζητούν την αναπροσαρμογήν των αποδοχών των. bbox=[386, 1040, 591, 1061]
subhead-furnace: ΠΡΟΣΕΦΕΡΟΥΝ ΜΕΓΑΛΑΣ ΠΟΣΟΤΗΤΑΣ ΜΕ ΤΙΜΑΣ ΝΤΑΜΠΙΓΚ bbox=[32, 58, 367, 73]
headline-lottery: ΟΙ ΚΕΡΔΙΖΟΝΤΕΣ ΑΡΙΘΜΟΙ ΤΟΥ ΛΑΪΚΟΥ ΛΑΧΕΙΟΥ bbox=[54, 844, 345, 878]
section-war-decision: ΑΠΟΦΑΣΙΣ ΤΟΥ ΠΟΛΕΜΟΥ bbox=[1329, 379, 1444, 390]
subhead-ferry-line: Η ΕΞΥΠΗΡΕΤΗΣΙΣ ΤΗΣ ΑΓΟΝΟΥ ΓΡΑΜΜΗΣ ΘΕΣΣΑΛΟΝΙΚΗΣ ΣΠΟΡΑΔΩΝ bbox=[38, 736, 361, 764]
article-nurses-strike: ΝΕΑ ΥΟΡΚΗ, 8 (Ασσ. Πρες).— Έληξεν η απεργία του προσωπικού των νοσοκομείων της Νέας Υόρκης κατόπιν συμφωνίας επί των μισθολογικών αιτημάτων. bbox=[1010, 527, 1200, 569]
